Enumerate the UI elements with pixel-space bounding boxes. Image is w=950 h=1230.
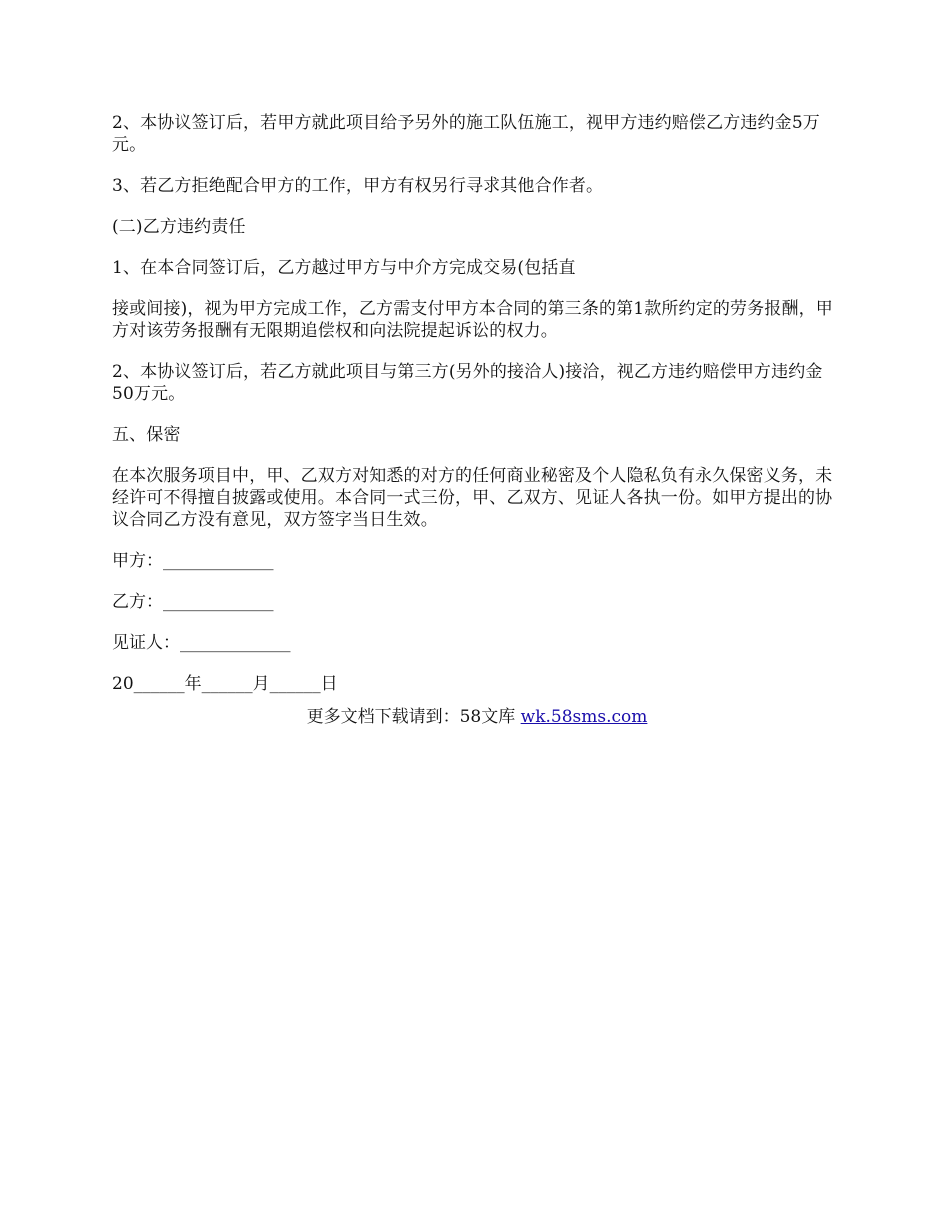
- footer-text: 更多文档下载请到：58文库: [306, 707, 521, 727]
- section-heading-confidentiality: 五、保密: [112, 425, 181, 445]
- document-page: [112, 112, 842, 728]
- signature-witness: 见证人：_____________: [112, 633, 291, 653]
- paragraph-1: 2、本协议签订后，若甲方就此项目给予另外的施工队伍施工，视甲方违约赔偿乙方违约金5万元。: [112, 113, 820, 155]
- signing-date: 20______年______月______日: [112, 674, 338, 694]
- signature-party-a: 甲方：_____________: [112, 551, 274, 571]
- footer-download-note: [112, 706, 842, 728]
- section-heading-party-b-liability: (二)乙方违约责任: [112, 217, 246, 237]
- paragraph-confidentiality: 在本次服务项目中，甲、乙双方对知悉的对方的任何商业秘密及个人隐私负有永久保密义务，未经许可不得擅自披露或使用。本合同一式三份，甲、乙双方、见证人各执一份。如甲方提出的协议合同乙方没有意见，双方签字当日生效。: [112, 466, 833, 530]
- paragraph-3: 1、在本合同签订后，乙方越过甲方与中介方完成交易(包括直: [112, 258, 576, 278]
- paragraph-4: 接或间接)，视为甲方完成工作，乙方需支付甲方本合同的第三条的第1款所约定的劳务报酬，甲方对该劳务报酬有无限期追偿权和向法院提起诉讼的权力。: [112, 299, 833, 341]
- paragraph-5: 2、本协议签订后，若乙方就此项目与第三方(另外的接洽人)接洽，视乙方违约赔偿甲方违约金50万元。: [112, 362, 823, 404]
- footer-link[interactable]: wk.58sms.com: [520, 707, 648, 727]
- paragraph-2: 3、若乙方拒绝配合甲方的工作，甲方有权另行寻求其他合作者。: [112, 176, 604, 196]
- signature-party-b: 乙方：_____________: [112, 592, 274, 612]
